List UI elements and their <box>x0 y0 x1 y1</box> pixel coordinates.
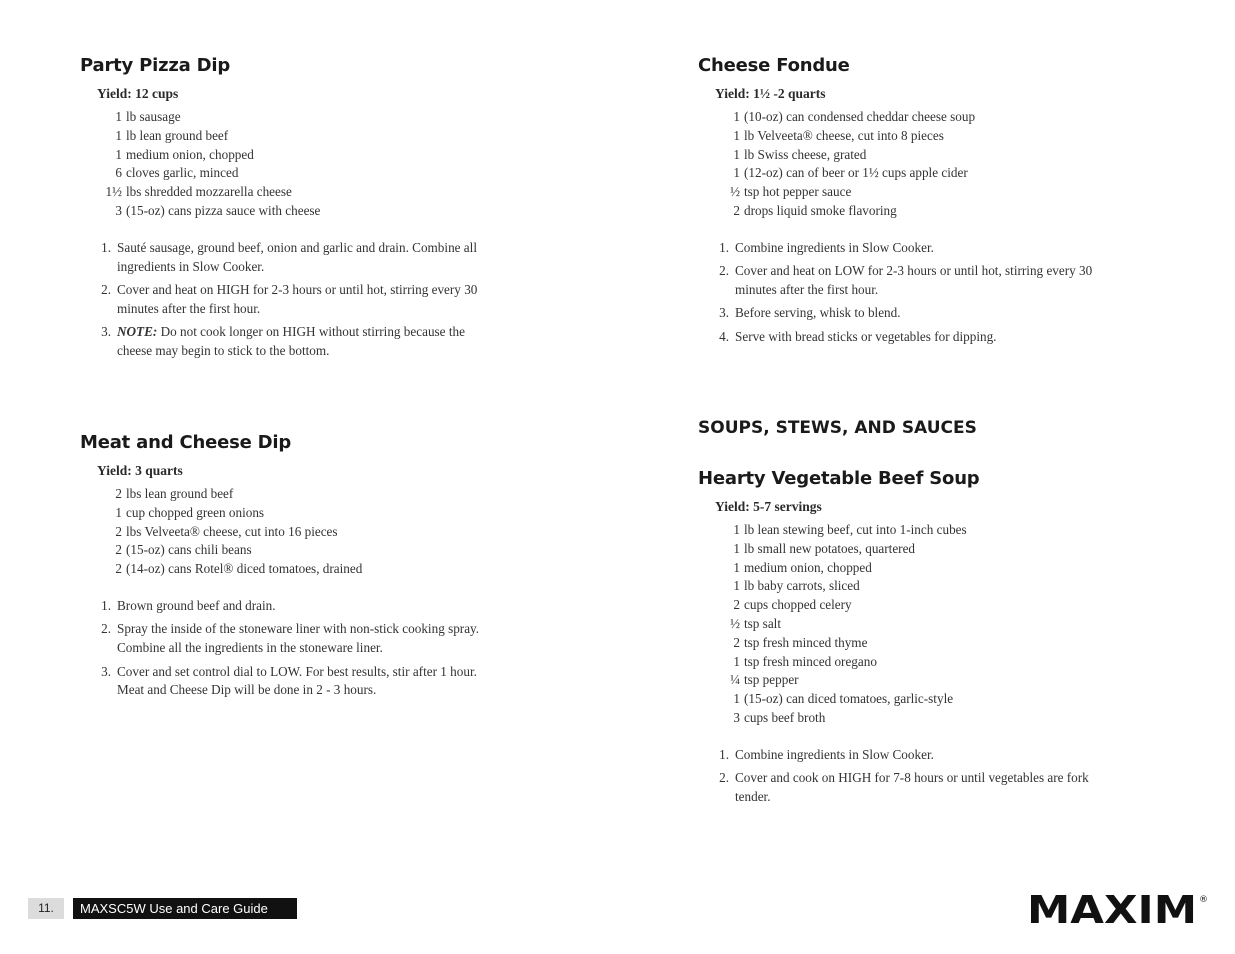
step-text: Combine ingredients in Slow Cooker. <box>735 239 934 255</box>
recipe-party-pizza-dip <box>80 55 497 365</box>
ingredient-quantity: 1 <box>733 146 740 162</box>
ingredient-quantity: 1 <box>733 540 740 556</box>
step-number: 4. <box>719 328 729 344</box>
step-body <box>117 239 497 277</box>
ingredient-quantity: 3 <box>115 202 122 218</box>
ingredient-quantity: ¼ <box>730 672 740 688</box>
instruction-step <box>698 304 1115 323</box>
ingredient-item <box>698 183 1115 202</box>
step-body <box>117 663 497 701</box>
step-body <box>735 746 1115 765</box>
section-heading: SOUPS, STEWS, AND SAUCES <box>698 418 977 438</box>
ingredient-text: tsp fresh minced oregano <box>744 653 877 669</box>
step-body <box>735 328 1115 347</box>
ingredient-quantity: 6 <box>115 165 122 181</box>
instruction-step <box>80 620 497 658</box>
ingredient-quantity: 1 <box>733 165 740 181</box>
step-number: 2. <box>101 621 111 637</box>
step-text: Cover and cook on HIGH for 7-8 hours or until vegetables are fork tender. <box>735 770 1089 804</box>
ingredient-quantity: 1 <box>733 127 740 143</box>
recipe-cheese-fondue <box>698 55 1115 351</box>
instruction-step <box>698 746 1115 765</box>
step-text: Cover and heat on LOW for 2-3 hours or until hot, stirring every 30 minutes after the first hour. <box>735 263 1093 297</box>
ingredient-item <box>698 559 1115 578</box>
ingredient-item <box>80 146 497 165</box>
ingredient-text: lb Velveeta® cheese, cut into 8 pieces <box>744 127 944 143</box>
ingredient-quantity: ½ <box>730 184 740 200</box>
ingredient-quantity: 1 <box>733 559 740 575</box>
ingredient-item <box>698 164 1115 183</box>
ingredient-item <box>80 108 497 127</box>
ingredient-item <box>698 596 1115 615</box>
ingredient-quantity: 2 <box>733 597 740 613</box>
ingredient-list <box>698 108 1115 221</box>
step-body <box>117 281 497 319</box>
ingredient-item <box>80 164 497 183</box>
ingredient-item <box>80 183 497 202</box>
ingredient-item <box>80 560 497 579</box>
ingredient-text: lb sausage <box>126 109 181 124</box>
ingredient-quantity: 1 <box>115 127 122 143</box>
maxim-logo-text: MAXIM <box>1027 888 1197 932</box>
ingredient-quantity: ½ <box>730 615 740 631</box>
instruction-list <box>80 239 497 361</box>
ingredient-item <box>698 671 1115 690</box>
ingredient-list <box>80 485 497 579</box>
ingredient-text: lb small new potatoes, quartered <box>744 540 916 556</box>
ingredient-quantity: 1 <box>733 653 740 669</box>
ingredient-text: (15-oz) cans pizza sauce with cheese <box>126 202 321 218</box>
ingredient-item <box>698 146 1115 165</box>
ingredient-text: drops liquid smoke flavoring <box>744 202 897 218</box>
ingredient-text: lb Swiss cheese, grated <box>744 146 867 162</box>
step-text: Cover and heat on HIGH for 2-3 hours or until hot, stirring every 30 minutes after the first hour. <box>117 281 478 316</box>
step-text: Combine ingredients in Slow Cooker. <box>735 746 934 762</box>
ingredient-text: medium onion, chopped <box>126 146 254 162</box>
ingredient-text: (12-oz) can of beer or 1½ cups apple cider <box>744 165 968 181</box>
ingredient-item <box>80 202 497 221</box>
ingredient-text: lbs Velveeta® cheese, cut into 16 pieces <box>126 523 338 539</box>
ingredient-quantity: 1 <box>733 578 740 594</box>
step-text: Before serving, whisk to blend. <box>735 305 901 321</box>
ingredient-quantity: 3 <box>733 709 740 725</box>
instruction-step <box>698 769 1115 807</box>
recipe-title: Cheese Fondue <box>698 55 850 76</box>
step-number: 2. <box>719 263 729 279</box>
ingredient-item <box>80 127 497 146</box>
ingredient-text: (14-oz) cans Rotel® diced tomatoes, drained <box>126 561 363 577</box>
recipe-hearty-vegetable-beef-soup <box>698 468 1115 811</box>
ingredient-quantity: 1 <box>115 109 122 124</box>
registered-mark: ® <box>1199 895 1208 905</box>
ingredient-item <box>80 504 497 523</box>
step-number: 2. <box>719 770 729 786</box>
ingredient-quantity: 1 <box>733 522 740 537</box>
step-number: 1. <box>719 239 729 255</box>
ingredient-item <box>80 485 497 504</box>
ingredient-quantity: 1 <box>733 691 740 707</box>
step-number: 3. <box>101 324 111 340</box>
ingredient-text: lb baby carrots, sliced <box>744 578 860 594</box>
step-body <box>735 304 1115 323</box>
ingredient-quantity: 1 <box>733 109 740 124</box>
ingredient-text: tsp pepper <box>744 672 799 688</box>
ingredient-quantity: 2 <box>115 523 122 539</box>
ingredient-quantity: 1 <box>115 146 122 162</box>
recipe-yield: Yield: 5-7 servings <box>715 499 822 514</box>
ingredient-item <box>698 709 1115 728</box>
instruction-step <box>698 239 1115 258</box>
ingredient-text: cloves garlic, minced <box>126 165 239 181</box>
ingredient-item <box>698 615 1115 634</box>
step-body <box>117 323 497 361</box>
ingredient-item <box>698 202 1115 221</box>
ingredient-text: lbs shredded mozzarella cheese <box>126 184 292 200</box>
ingredient-item <box>80 541 497 560</box>
ingredient-item <box>698 577 1115 596</box>
step-note-label: NOTE: <box>117 324 158 340</box>
ingredient-text: (15-oz) can diced tomatoes, garlic-style <box>744 691 954 707</box>
ingredient-text: medium onion, chopped <box>744 559 872 575</box>
ingredient-text: (15-oz) cans chili beans <box>126 542 252 558</box>
ingredient-item <box>80 523 497 542</box>
instruction-step <box>80 323 497 361</box>
page-number: 11. <box>28 898 64 919</box>
ingredient-list <box>80 108 497 221</box>
ingredient-text: cups beef broth <box>744 709 826 725</box>
instruction-step <box>80 597 497 616</box>
step-number: 1. <box>101 239 111 255</box>
ingredient-item <box>698 108 1115 127</box>
instruction-step <box>80 239 497 277</box>
step-text: Do not cook longer on HIGH without stirring because the cheese may begin to stick to the bottom. <box>117 324 465 358</box>
step-number: 3. <box>101 663 111 679</box>
step-text: Brown ground beef and drain. <box>117 597 276 613</box>
ingredient-quantity: 1½ <box>105 184 122 200</box>
instruction-list <box>698 746 1115 807</box>
instruction-list <box>698 239 1115 347</box>
recipe-meat-and-cheese-dip <box>80 432 497 705</box>
recipe-yield: Yield: 1½ -2 quarts <box>715 86 826 101</box>
ingredient-item <box>698 540 1115 559</box>
step-text: Spray the inside of the stoneware liner with non-stick cooking spray. Combine all the ingredients in the stoneware liner. <box>117 621 480 656</box>
step-body <box>117 620 497 658</box>
ingredient-text: cup chopped green onions <box>126 504 265 520</box>
ingredient-item <box>698 634 1115 653</box>
ingredient-text: lb lean ground beef <box>126 127 229 143</box>
recipe-title: Party Pizza Dip <box>80 55 231 76</box>
ingredient-item <box>698 521 1115 540</box>
ingredient-text: tsp fresh minced thyme <box>744 634 868 650</box>
step-number: 1. <box>101 597 111 613</box>
step-body <box>735 239 1115 258</box>
step-text: Serve with bread sticks or vegetables for dipping. <box>735 328 997 344</box>
instruction-list <box>80 597 497 700</box>
step-body <box>117 597 497 616</box>
ingredient-quantity: 2 <box>115 486 122 501</box>
step-body <box>735 769 1115 807</box>
ingredient-quantity: 2 <box>733 634 740 650</box>
ingredient-quantity: 1 <box>115 504 122 520</box>
step-number: 2. <box>101 281 111 297</box>
instruction-step <box>80 281 497 319</box>
ingredient-list <box>698 521 1115 728</box>
instruction-step <box>698 328 1115 347</box>
recipe-yield: Yield: 3 quarts <box>97 463 183 478</box>
step-number: 3. <box>719 305 729 321</box>
ingredient-text: tsp salt <box>744 615 781 631</box>
recipe-title: Hearty Vegetable Beef Soup <box>698 468 980 489</box>
ingredient-text: lbs lean ground beef <box>126 486 234 501</box>
step-body <box>735 262 1115 300</box>
recipe-title: Meat and Cheese Dip <box>80 432 292 453</box>
ingredient-quantity: 2 <box>115 561 122 577</box>
instruction-step <box>698 262 1115 300</box>
ingredient-quantity: 2 <box>115 542 122 558</box>
ingredient-text: (10-oz) can condensed cheddar cheese soup <box>744 109 976 124</box>
ingredient-text: lb lean stewing beef, cut into 1-inch cubes <box>744 522 967 537</box>
ingredient-quantity: 2 <box>733 202 740 218</box>
step-text: Cover and set control dial to LOW. For best results, stir after 1 hour. Meat and Cheese Dip will be done in 2 - 3 hours. <box>117 663 477 698</box>
ingredient-item <box>698 127 1115 146</box>
step-text: Sauté sausage, ground beef, onion and garlic and drain. Combine all ingredients in Slow Cooker. <box>117 239 477 274</box>
ingredient-item <box>698 653 1115 672</box>
step-number: 1. <box>719 746 729 762</box>
recipe-yield: Yield: 12 cups <box>97 86 179 101</box>
guide-title-bar: MAXSC5W Use and Care Guide <box>73 898 297 919</box>
ingredient-item <box>698 690 1115 709</box>
maxim-logo-icon <box>1027 888 1208 932</box>
instruction-step <box>80 663 497 701</box>
ingredient-text: tsp hot pepper sauce <box>744 184 852 200</box>
ingredient-text: cups chopped celery <box>744 597 852 613</box>
